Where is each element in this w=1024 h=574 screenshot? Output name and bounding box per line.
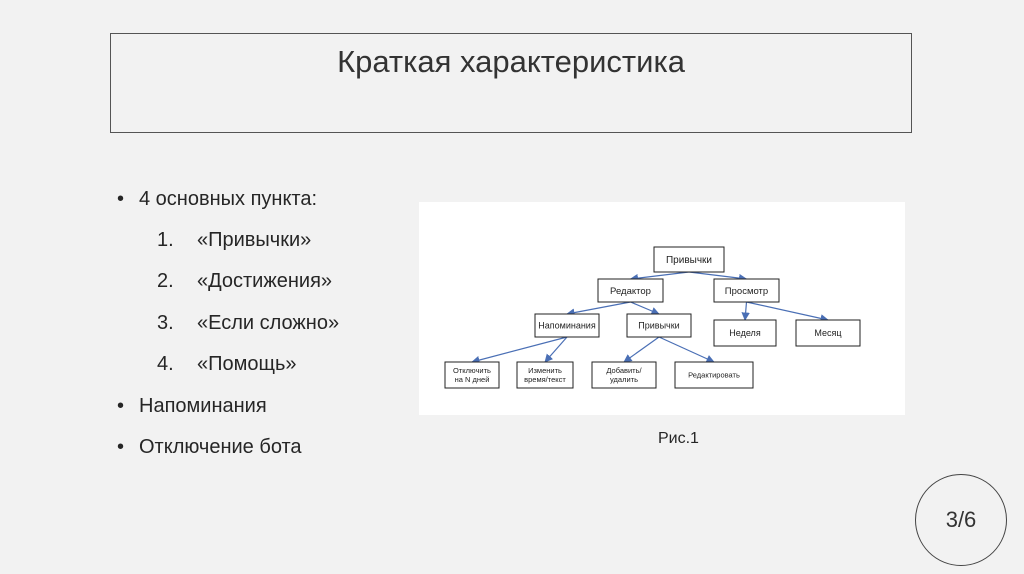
diagram-arrow	[631, 302, 660, 314]
slide-title: Краткая характеристика	[337, 44, 685, 79]
diagram-node-label: удалить	[610, 375, 638, 385]
diagram-node-label: Отключить	[453, 366, 491, 376]
diagram-node-label: на N дней	[454, 375, 490, 385]
page-number: 3/6	[945, 507, 977, 532]
diagram-node-habits	[627, 314, 691, 337]
bullet-text: 4 основных пункта:	[139, 188, 318, 210]
bullet-text: Отключение бота	[139, 436, 302, 458]
diagram-node-disable	[445, 362, 499, 388]
diagram-node-label: Редактор	[610, 285, 651, 297]
item-number: 1.	[157, 229, 174, 251]
diagram-node-label: время/текст	[524, 375, 566, 385]
page-number-badge	[915, 474, 1007, 566]
diagram-arrow	[545, 337, 567, 362]
diagram-node-label: Месяц	[814, 328, 842, 339]
figure-caption: Рис.1	[658, 430, 699, 447]
item-text: «Если сложно»	[197, 312, 340, 334]
diagram-node-label: Привычки	[665, 255, 713, 266]
diagram-node-view	[714, 279, 779, 302]
diagram-node-add	[592, 362, 656, 388]
diagram-arrow	[624, 337, 659, 362]
bullet-marker: •	[117, 436, 125, 458]
title-box	[110, 33, 912, 133]
diagram-node-label: Неделя	[729, 328, 761, 339]
diagram-arrow	[631, 272, 690, 279]
diagram-figure	[419, 202, 905, 415]
diagram-node-month	[796, 320, 860, 346]
item-number: 2.	[157, 270, 174, 292]
item-number: 3.	[157, 312, 174, 334]
bullet-item	[117, 188, 317, 211]
diagram-node-editor	[598, 279, 663, 302]
diagram-node-week	[714, 320, 776, 346]
item-text: «Помощь»	[197, 353, 297, 375]
bullet-item	[117, 436, 302, 459]
numbered-item	[157, 270, 332, 293]
bullet-marker: •	[117, 188, 125, 210]
numbered-item	[157, 229, 311, 252]
item-text: «Достижения»	[197, 270, 333, 292]
diagram-node-label: Изменить	[528, 366, 562, 376]
bullet-item	[117, 395, 267, 418]
diagram-arrow	[472, 337, 567, 362]
diagram-arrow	[567, 302, 631, 314]
bullet-text: Напоминания	[139, 395, 267, 417]
item-text: «Привычки»	[197, 229, 312, 251]
diagram-node-edit	[675, 362, 753, 388]
diagram-arrow	[689, 272, 747, 279]
tree-diagram	[419, 202, 905, 415]
numbered-item	[157, 312, 339, 335]
diagram-node-reminders	[535, 314, 599, 337]
diagram-node-label: Напоминания	[538, 320, 596, 331]
diagram-arrow	[745, 302, 747, 320]
diagram-node-root	[654, 247, 724, 272]
item-number: 4.	[157, 353, 174, 375]
diagram-arrow	[747, 302, 829, 320]
numbered-item	[157, 353, 297, 376]
diagram-node-label: Просмотр	[724, 285, 769, 297]
diagram-node-change	[517, 362, 573, 388]
diagram-arrow	[659, 337, 714, 362]
bullet-marker: •	[117, 395, 125, 417]
diagram-node-label: Привычки	[638, 320, 680, 331]
diagram-node-label: Редактировать	[688, 370, 740, 380]
diagram-node-label: Добавить/	[606, 366, 642, 376]
